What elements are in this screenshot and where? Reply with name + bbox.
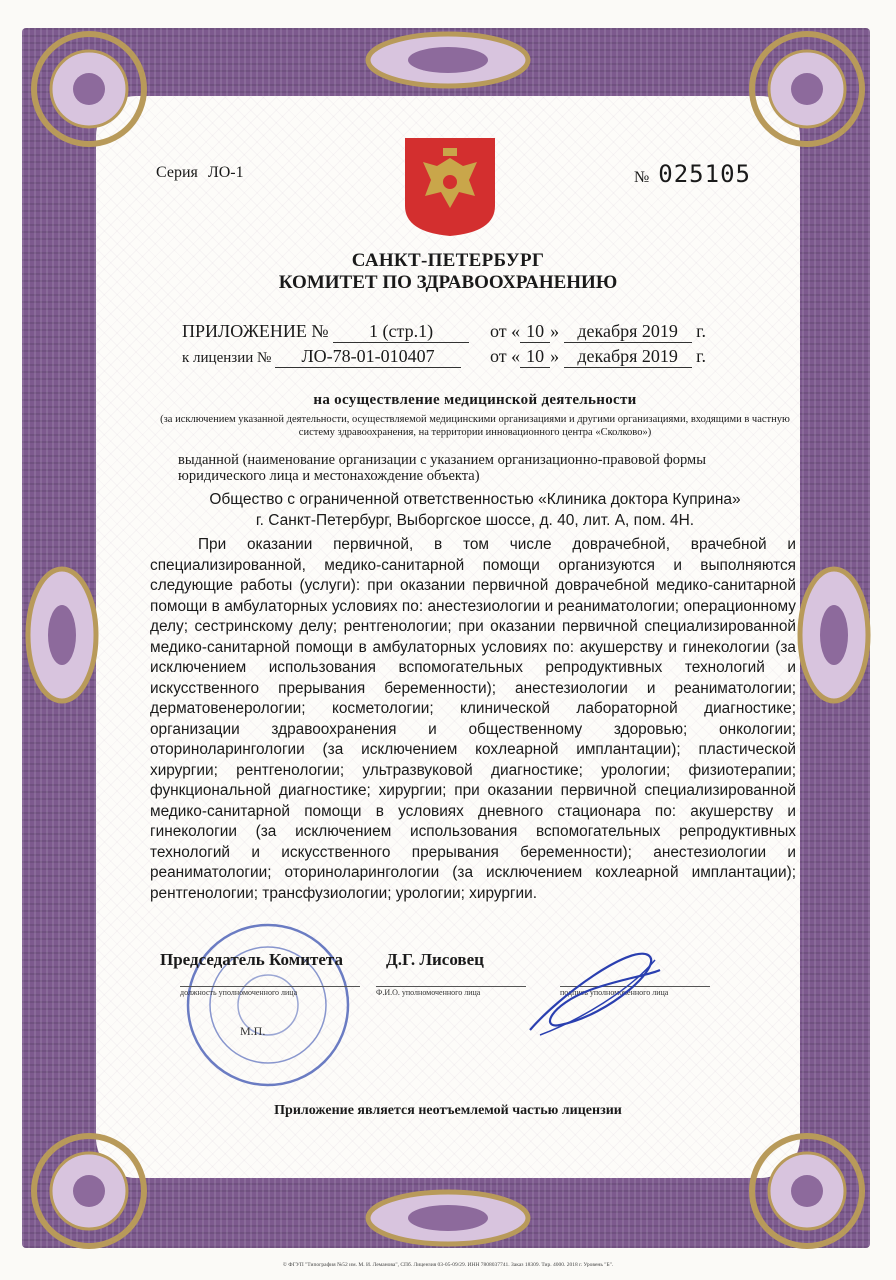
appendix-date [490, 321, 706, 343]
series [156, 164, 244, 182]
position-caption: должность уполномоченного лица [180, 986, 360, 997]
committee-title: КОМИТЕТ ПО ЗДРАВООХРАНЕНИЮ [278, 272, 618, 293]
footer-statement: Приложение является неотъемлемой частью лицензии [274, 1103, 622, 1118]
organization-address: г. Санкт-Петербург, Выборгское шоссе, д. 40, лит. А, пом. 4Н. [255, 512, 695, 529]
activity-title: на осуществление медицинской деятельности [313, 392, 637, 408]
license-date-prefix: от « [490, 346, 521, 366]
official-stamp-icon [180, 920, 356, 1090]
series-value: ЛО-1 [207, 164, 244, 181]
appendix-day: 10 [520, 321, 550, 343]
number-value: 025105 [658, 160, 751, 188]
appendix-label: ПРИЛОЖЕНИЕ № [182, 321, 329, 341]
appendix-row [182, 321, 469, 343]
issued-note: (наименование организации с указанием организационно-правовой формы юридического лица и местонахождение объекта) [178, 452, 706, 484]
activity-note: (за исключением указанной деятельности, осуществляемой медицинскими организациями и другими организациями, входящими в частную систему здравоохранения, на территории инновационного центра «Сколково») [160, 414, 790, 438]
signature-icon [520, 935, 670, 1045]
top-center-ornament-icon [360, 22, 536, 92]
series-label: Серия [156, 164, 198, 181]
coat-of-arms-icon [403, 136, 497, 238]
corner-ornament-bottom-left-icon [24, 1126, 154, 1256]
left-side-ornament-icon [22, 560, 102, 710]
issued-label: выданной [178, 452, 239, 468]
license-year-suffix: г. [696, 346, 706, 366]
form-number [634, 160, 751, 188]
sign-caption: подпись уполномоченного лица [560, 986, 710, 997]
city-title: САНКТ-ПЕТЕРБУРГ [351, 250, 545, 271]
stamp-place: М.П. [240, 1024, 266, 1038]
license-date-mid: » [550, 346, 560, 366]
printer-imprint: © ФГУП "Типография №52 им. М. И. Леманова", СПб. Лицензия 03-05-09/29. ИНН 7808037741. Заказ 18309. Тир. 4000. 2018 г. Уровень "Б". [282, 1262, 614, 1268]
license-number: ЛО-78-01-010407 [275, 346, 461, 368]
appendix-number: 1 (стр.1) [333, 321, 469, 343]
license-month-year: декабря 2019 [564, 346, 692, 368]
number-sign: № [634, 169, 651, 186]
license-row [182, 346, 461, 368]
license-label: к лицензии № [182, 350, 272, 366]
services-list: При оказании первичной, в том числе доврачебной, врачебной и специализированной, медико-санитарной помощи организуются и выполняются следующие работы (услуги): при оказании первичной доврачебной медико-санитарной помощи в амбулаторных условиях по: анестезиологии и реаниматологии; операционному делу; сестринскому делу; рентгенологии; при оказании первичной специализированной медико-санитарной помощи в амбулаторных условиях по: акушерству и гинекологии (за исключением использования вспомогательных репродуктивных технологий и искусственного прерывания беременности); анестезиологии и реаниматологии; дерматовенерологии; косметологии; клинической лабораторной диагностике; организации здравоохранения и общественному здоровью; онкологии; оториноларингологии (за исключением кохлеарной имплантации); пластической хирургии; рентгенологии; ультразвуковой диагностике; урологии; физиотерапии; функциональной диагностике; хирургии; при оказании первичной специализированной медико-санитарной помощи в условиях дневного стационара по: акушерству и гинекологии (за исключением использования вспомогательных репродуктивных технологий и искусственного прерывания беременности); анестезиологии и реаниматологии; оториноларингологии (за исключением кохлеарной имплантации); рентгенологии; трансфузиологии; урологии; хирургии. [150, 536, 796, 902]
corner-ornament-bottom-right-icon [742, 1126, 872, 1256]
license-date [490, 346, 706, 368]
bottom-center-ornament-icon [360, 1186, 536, 1256]
corner-ornament-top-right-icon [742, 24, 872, 154]
appendix-date-prefix: от « [490, 321, 521, 341]
appendix-month-year: декабря 2019 [564, 321, 692, 343]
signatory-position: Председатель Комитета [160, 950, 343, 969]
corner-ornament-top-left-icon [24, 24, 154, 154]
issued-block [178, 452, 718, 484]
signatory-name: Д.Г. Лисовец [386, 950, 484, 969]
appendix-date-mid: » [550, 321, 560, 341]
license-day: 10 [520, 346, 550, 368]
right-side-ornament-icon [794, 560, 874, 710]
organization-name: Общество с ограниченной ответственностью «Клиника доктора Куприна» [209, 491, 741, 508]
appendix-year-suffix: г. [696, 321, 706, 341]
name-caption: Ф.И.О. уполномоченного лица [376, 986, 526, 997]
